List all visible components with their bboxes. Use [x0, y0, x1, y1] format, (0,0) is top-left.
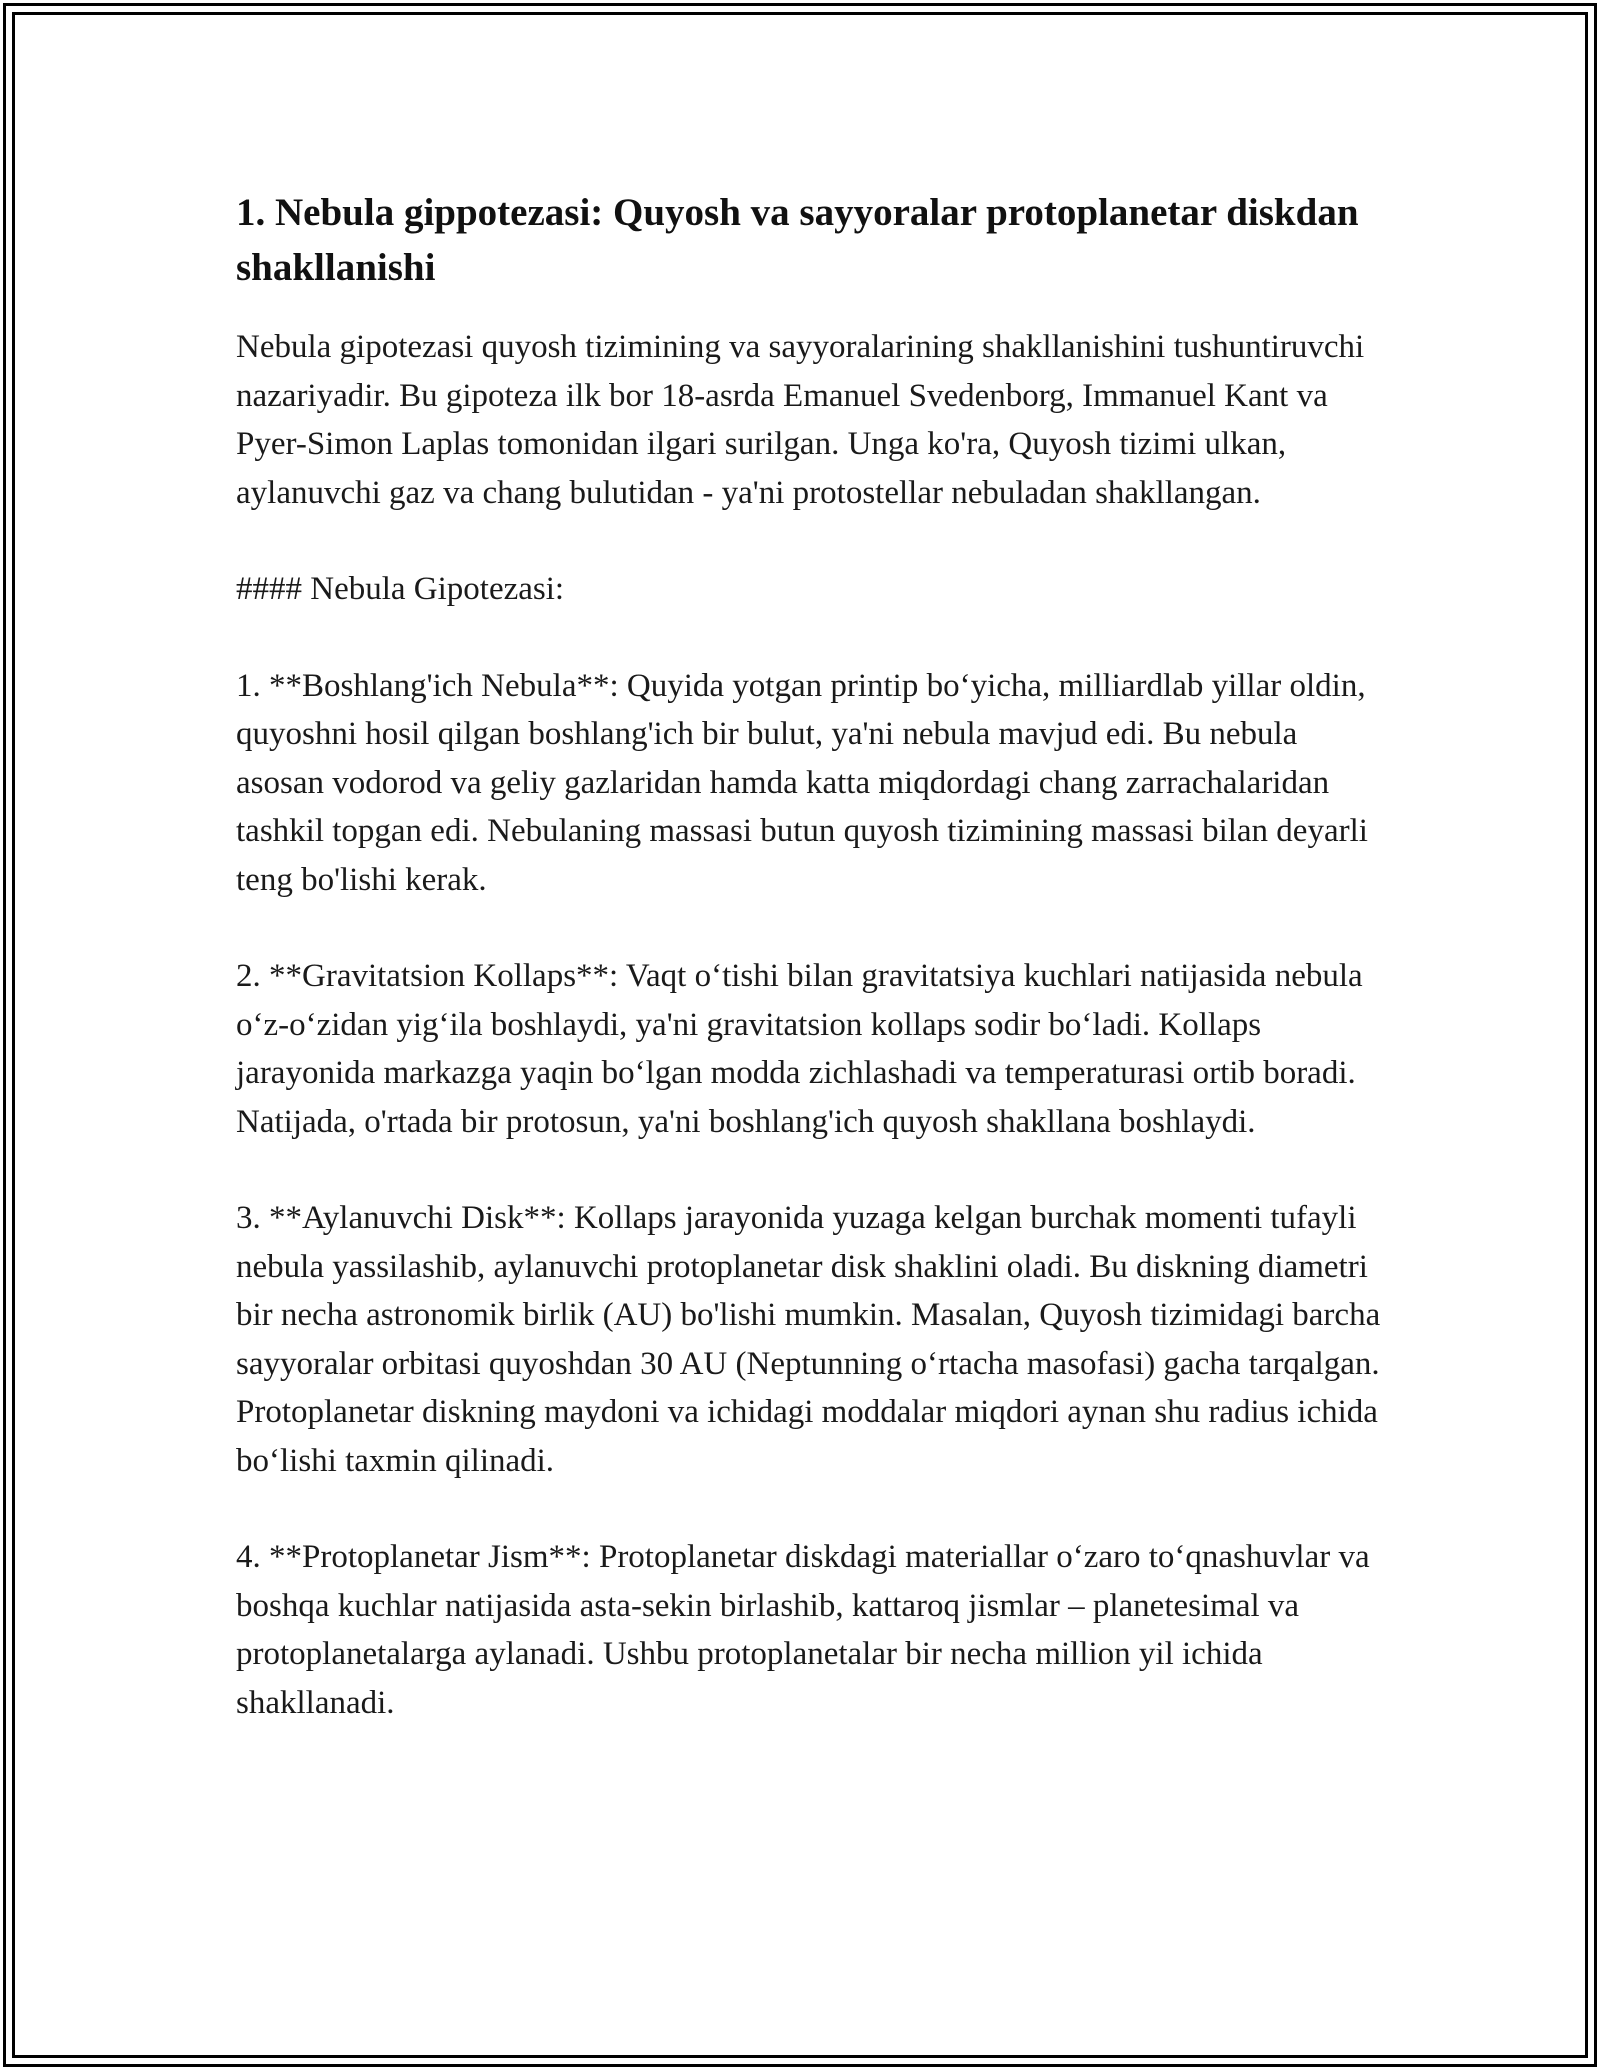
- list-item: 4. **Protoplanetar Jism**: Protoplanetar diskdagi materiallar o‘zaro to‘qnashuvlar va boshqa kuchlar natijasida asta-sekin birlashib, kattaroq jismlar – planetesimal va protoplanetalarga aylanadi. Ushbu protoplanetalar bir necha million yil ichida shakllanadi.: [236, 1539, 1370, 1721]
- section-subheading: #### Nebula Gipotezasi:: [236, 571, 565, 607]
- intro-paragraph: Nebula gipotezasi quyosh tizimining va sayyoralarining shakllanishini tushuntiruvchi nazariyadir. Bu gipoteza ilk bor 18-asrda Emanuel Svedenborg, Immanuel Kant va Pyer-Simon Laplas tomonidan ilgari surilgan. Unga ko'ra, Quyosh tizimi ulkan, aylanuvchi gaz va chang bulutidan - ya'ni protostellar nebuladan shakllangan.: [236, 329, 1365, 511]
- document-heading: 1. Nebula gippotezasi: Quyosh va sayyoralar protoplanetar diskdan shakllanishi: [236, 191, 1359, 289]
- list-item: 1. **Boshlang'ich Nebula**: Quyida yotgan printip bo‘yicha, milliardlab yillar oldin, quyoshni hosil qilgan boshlang'ich bir bulut, ya'ni nebula mavjud edi. Bu nebula asosan vodorod va geliy gazlaridan hamda katta miqdordagi chang zarrachalaridan tashkil topgan edi. Nebulaning massasi butun quyosh tizimining massasi bilan deyarli teng bo'lishi kerak.: [236, 667, 1368, 898]
- document-body: [236, 185, 1386, 1775]
- list-item: 3. **Aylanuvchi Disk**: Kollaps jarayonida yuzaga kelgan burchak momenti tufayli nebula yassilashib, aylanuvchi protoplanetar disk shaklini oladi. Bu diskning diametri bir necha astronomik birlik (AU) bo'lishi mumkin. Masalan, Quyosh tizimidagi barcha sayyoralar orbitasi quyoshdan 30 AU (Neptunning o‘rtacha masofasi) gacha tarqalgan. Protoplanetar diskning maydoni va ichidagi moddalar miqdori aynan shu radius ichida bo‘lishi taxmin qilinadi.: [236, 1200, 1381, 1479]
- list-item: 2. **Gravitatsion Kollaps**: Vaqt o‘tishi bilan gravitatsiya kuchlari natijasida nebula o‘z-o‘zidan yig‘ila boshlaydi, ya'ni gravitatsion kollaps sodir bo‘ladi. Kollaps jarayonida markazga yaqin bo‘lgan modda zichlashadi va temperaturasi ortib boradi. Natijada, o'rtada bir protosun, ya'ni boshlang'ich quyosh shakllana boshlaydi.: [236, 958, 1363, 1140]
